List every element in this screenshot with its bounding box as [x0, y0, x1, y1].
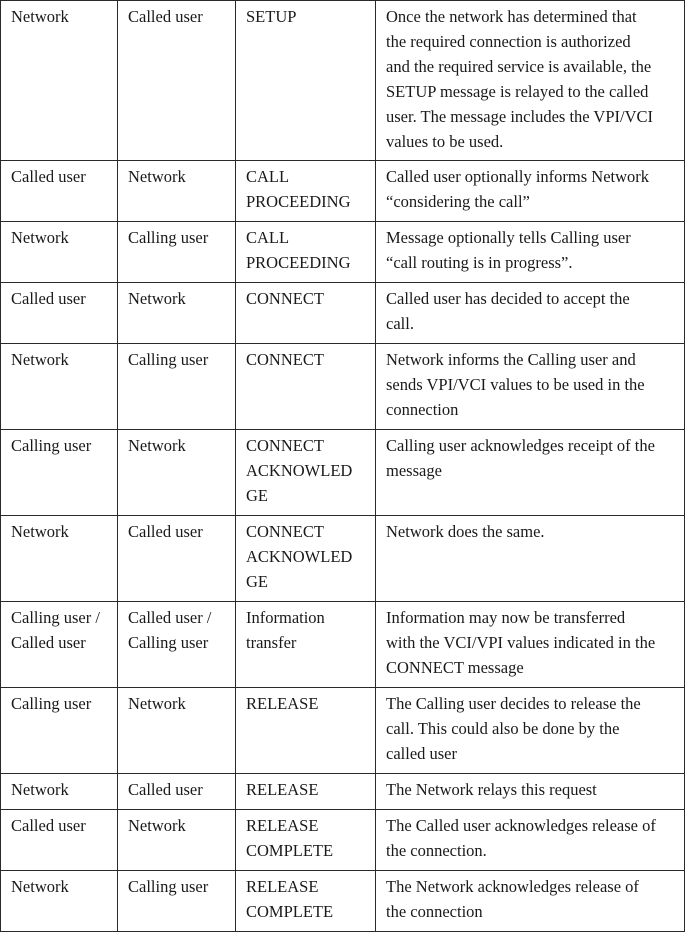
message-cell: SETUP — [236, 1, 376, 161]
from-cell: Calling user — [1, 688, 118, 774]
to-cell: Network — [118, 688, 236, 774]
message-cell: CONNECT — [236, 344, 376, 430]
to-cell: Called user — [118, 516, 236, 602]
table-row — [1, 774, 685, 810]
description-cell: The Called user acknowledges release of the connection. — [376, 810, 685, 871]
table-row — [1, 430, 685, 516]
description-cell: Once the network has determined that the required connection is authorized and the required service is available, the SETUP message is relayed to the called user. The message includes the VPI/VCI values to be used. — [376, 1, 685, 161]
description-cell: Network informs the Calling user and sends VPI/VCI values to be used in the connection — [376, 344, 685, 430]
message-cell: CALL PROCEEDING — [236, 222, 376, 283]
to-cell: Network — [118, 283, 236, 344]
from-cell: Network — [1, 774, 118, 810]
table-row — [1, 688, 685, 774]
to-cell: Network — [118, 430, 236, 516]
table-row — [1, 1, 685, 161]
to-cell: Calling user — [118, 871, 236, 932]
from-cell: Called user — [1, 283, 118, 344]
description-cell: Network does the same. — [376, 516, 685, 602]
to-cell: Network — [118, 161, 236, 222]
from-cell: Calling user / Called user — [1, 602, 118, 688]
description-cell: Called user optionally informs Network “considering the call” — [376, 161, 685, 222]
from-cell: Network — [1, 344, 118, 430]
description-cell: Message optionally tells Calling user “call routing is in progress”. — [376, 222, 685, 283]
description-cell: The Network relays this request — [376, 774, 685, 810]
table-row — [1, 222, 685, 283]
description-cell: The Network acknowledges release of the connection — [376, 871, 685, 932]
to-cell: Calling user — [118, 222, 236, 283]
to-cell: Calling user — [118, 344, 236, 430]
from-cell: Network — [1, 516, 118, 602]
table-row — [1, 516, 685, 602]
from-cell: Network — [1, 871, 118, 932]
table-row — [1, 161, 685, 222]
to-cell: Network — [118, 810, 236, 871]
from-cell: Called user — [1, 810, 118, 871]
table-row — [1, 344, 685, 430]
from-cell: Network — [1, 222, 118, 283]
from-cell: Called user — [1, 161, 118, 222]
table-row — [1, 810, 685, 871]
message-cell: CONNECT ACKNOWLED GE — [236, 516, 376, 602]
from-cell: Calling user — [1, 430, 118, 516]
table-body — [1, 1, 685, 932]
table-row — [1, 602, 685, 688]
description-cell: Calling user acknowledges receipt of the message — [376, 430, 685, 516]
to-cell: Called user — [118, 1, 236, 161]
message-cell: CONNECT — [236, 283, 376, 344]
message-cell: RELEASE — [236, 688, 376, 774]
description-cell: The Calling user decides to release the call. This could also be done by the called user — [376, 688, 685, 774]
table-row — [1, 283, 685, 344]
table-row — [1, 871, 685, 932]
to-cell: Called user / Calling user — [118, 602, 236, 688]
description-cell: Called user has decided to accept the call. — [376, 283, 685, 344]
message-cell: RELEASE — [236, 774, 376, 810]
message-cell: RELEASE COMPLETE — [236, 871, 376, 932]
message-cell: RELEASE COMPLETE — [236, 810, 376, 871]
message-cell: CALL PROCEEDING — [236, 161, 376, 222]
from-cell: Network — [1, 1, 118, 161]
message-cell: Information transfer — [236, 602, 376, 688]
to-cell: Called user — [118, 774, 236, 810]
description-cell: Information may now be transferred with the VCI/VPI values indicated in the CONNECT message — [376, 602, 685, 688]
message-cell: CONNECT ACKNOWLED GE — [236, 430, 376, 516]
